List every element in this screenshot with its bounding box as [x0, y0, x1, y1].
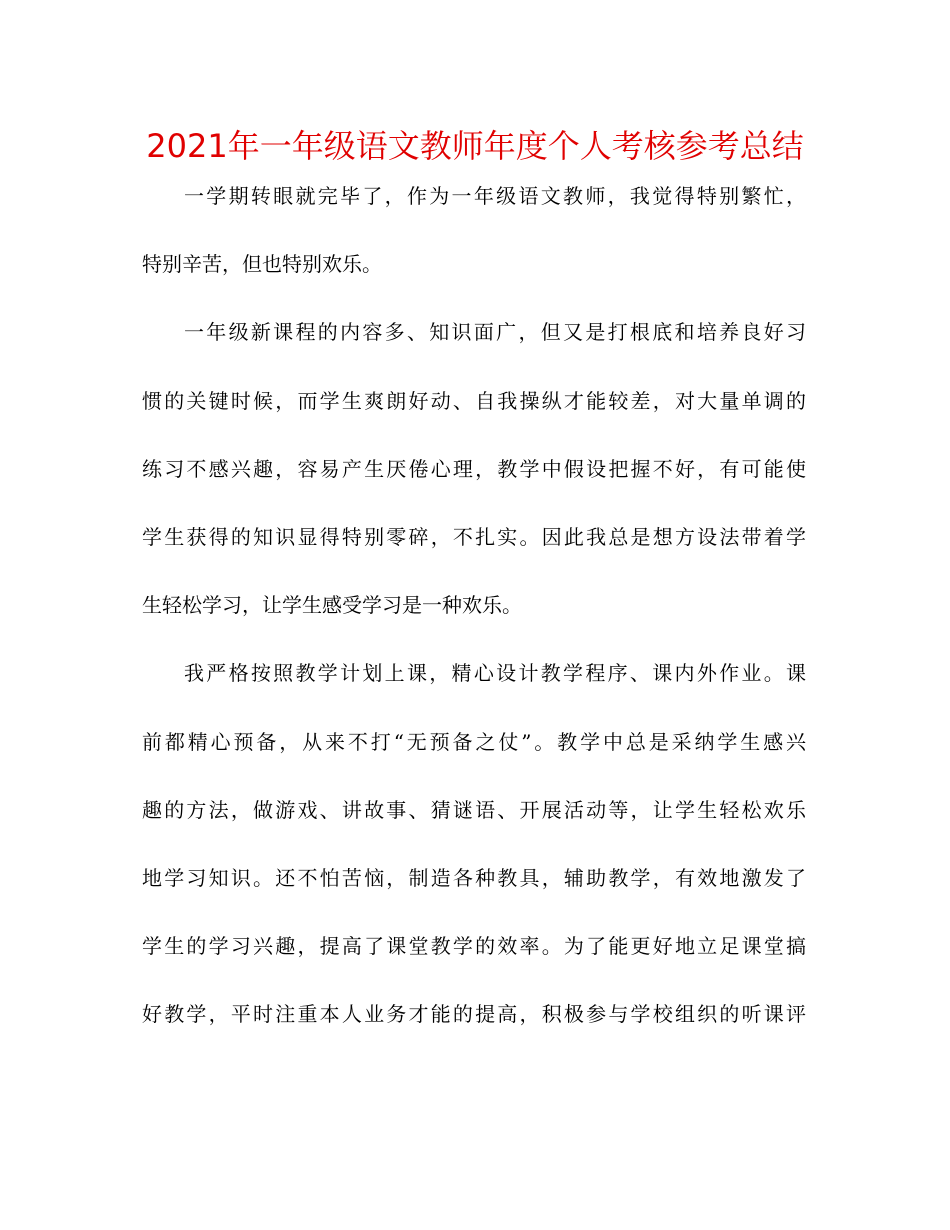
paragraph-line: 一年级新课程的内容多、知识面广，但又是打根底和培养良好习 — [184, 320, 806, 345]
paragraph-line: 前都精心预备，从来不打“无预备之仗”。教学中总是采纳学生感兴 — [142, 729, 806, 754]
paragraph-line: 趣的方法，做游戏、讲故事、猜谜语、开展活动等，让学生轻松欢乐 — [142, 797, 806, 822]
paragraph-line: 学生获得的知识显得特别零碎，不扎实。因此我总是想方设法带着学 — [142, 524, 806, 549]
paragraph-line: 学生的学习兴趣，提高了课堂教学的效率。为了能更好地立足课堂搞 — [142, 934, 806, 959]
paragraph-line: 我严格按照教学计划上课，精心设计教学程序、课内外作业。课 — [184, 661, 806, 686]
paragraph-line: 一学期转眼就完毕了，作为一年级语文教师，我觉得特别繁忙， — [184, 184, 806, 208]
paragraph-line: 特别辛苦，但也特别欢乐。 — [142, 252, 382, 277]
document-body — [142, 168, 806, 1054]
paragraph-line: 地学习知识。还不怕苦恼，制造各种教具，辅助教学，有效地激发了 — [142, 865, 806, 890]
paragraph-line: 练习不感兴趣，容易产生厌倦心理，教学中假设把握不好，有可能使 — [142, 456, 806, 481]
paragraph-line: 惯的关键时候，而学生爽朗好动、自我操纵才能较差，对大量单调的 — [142, 388, 806, 413]
document-title: 2021年一年级语文教师年度个人考核参考总结 — [146, 127, 804, 165]
paragraph-line: 好教学，平时注重本人业务才能的提高，积极参与学校组织的听课评 — [142, 1002, 806, 1027]
paragraph-line: 生轻松学习，让学生感受学习是一种欢乐。 — [142, 593, 522, 618]
